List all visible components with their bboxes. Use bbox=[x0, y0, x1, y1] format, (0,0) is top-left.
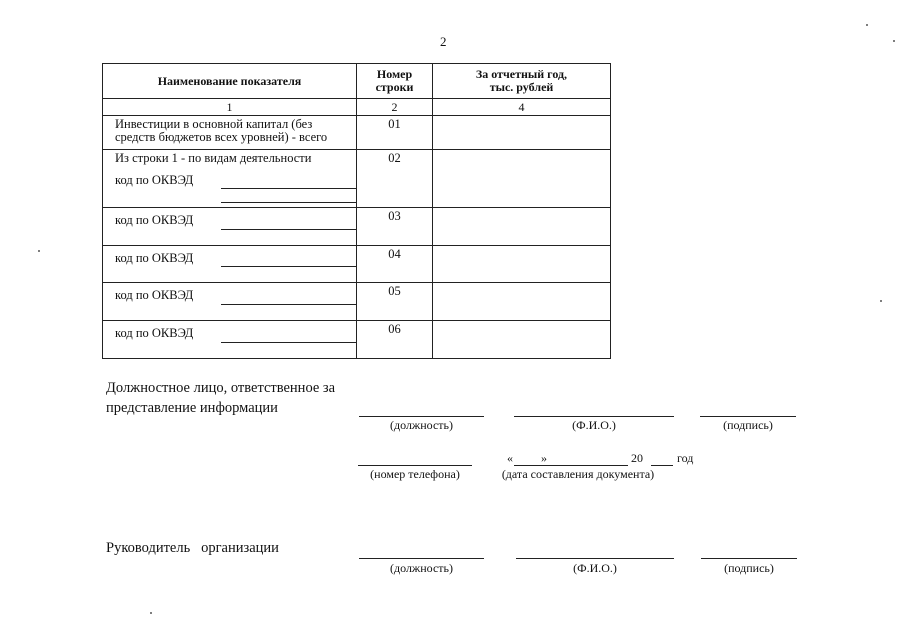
phone-field[interactable] bbox=[358, 465, 472, 466]
responsible-signature-caption: (подпись) bbox=[723, 418, 773, 432]
responsible-label-line1: Должностное лицо, ответственное за bbox=[106, 380, 336, 396]
date-year-prefix: 20 bbox=[631, 451, 643, 465]
row-02-okved-label: код по ОКВЭД bbox=[115, 173, 194, 187]
row-06-label bbox=[103, 321, 357, 359]
scan-speck bbox=[38, 250, 40, 252]
investment-table bbox=[102, 63, 611, 359]
column-number-4: 4 bbox=[433, 99, 611, 116]
responsible-name-caption: (Ф.И.О.) bbox=[572, 418, 616, 432]
row-01-value[interactable] bbox=[433, 116, 611, 150]
table-row bbox=[103, 246, 611, 283]
head-name-caption: (Ф.И.О.) bbox=[573, 561, 617, 575]
column-number-1: 1 bbox=[103, 99, 357, 116]
date-year-suffix: год bbox=[677, 451, 694, 465]
row-02-okved-line-2 bbox=[221, 202, 356, 203]
header-indicator-name-text: Наименование показателя bbox=[157, 73, 302, 88]
date-month-field[interactable] bbox=[552, 465, 628, 466]
head-position-caption: (должность) bbox=[390, 561, 453, 575]
header-reporting-year bbox=[433, 64, 611, 99]
table-row bbox=[103, 116, 611, 150]
row-03-okved-line[interactable] bbox=[221, 229, 356, 230]
head-of-organization-label: Руководитель организации bbox=[106, 540, 279, 556]
column-number-2: 2 bbox=[357, 99, 433, 116]
header-row-number-line2: строки bbox=[375, 80, 414, 94]
row-02-code: 02 bbox=[357, 150, 433, 208]
header-reporting-year-line1: За отчетный год, bbox=[475, 67, 568, 81]
row-04-code: 04 bbox=[357, 246, 433, 283]
row-06-code: 06 bbox=[357, 321, 433, 359]
head-position-field[interactable] bbox=[359, 558, 484, 559]
row-01-label-line2: средств бюджетов всех уровней) - всего bbox=[115, 130, 328, 144]
row-02-label-text: Из строки 1 - по видам деятельности bbox=[115, 151, 312, 165]
row-03-value[interactable] bbox=[433, 208, 611, 246]
row-05-okved-label: код по ОКВЭД bbox=[115, 288, 194, 302]
row-05-label bbox=[103, 283, 357, 321]
row-06-value[interactable] bbox=[433, 321, 611, 359]
table-row bbox=[103, 321, 611, 359]
responsible-person-label bbox=[106, 378, 335, 418]
date-year-field[interactable] bbox=[651, 465, 673, 466]
row-03-okved-label: код по ОКВЭД bbox=[115, 213, 194, 227]
row-05-value[interactable] bbox=[433, 283, 611, 321]
responsible-label-line2: представление информации bbox=[106, 400, 278, 416]
column-number-row bbox=[103, 99, 611, 116]
head-signature-caption: (подпись) bbox=[724, 561, 774, 575]
row-06-okved-label: код по ОКВЭД bbox=[115, 326, 194, 340]
row-05-code: 05 bbox=[357, 283, 433, 321]
header-indicator-name bbox=[103, 64, 357, 99]
page-number: 2 bbox=[440, 34, 447, 49]
scan-speck bbox=[150, 612, 152, 614]
row-02-label bbox=[103, 150, 357, 208]
row-01-label-text bbox=[103, 116, 356, 144]
row-02-value[interactable] bbox=[433, 150, 611, 208]
date-open-quote: « bbox=[507, 451, 513, 465]
row-03-label bbox=[103, 208, 357, 246]
header-row-number-line1: Номер bbox=[376, 67, 413, 81]
responsible-signature-field[interactable] bbox=[700, 416, 796, 417]
row-05-okved-line[interactable] bbox=[221, 304, 356, 305]
row-03-code: 03 bbox=[357, 208, 433, 246]
table-row bbox=[103, 208, 611, 246]
head-name-field[interactable] bbox=[516, 558, 674, 559]
row-06-okved-line[interactable] bbox=[221, 342, 356, 343]
row-01-code: 01 bbox=[357, 116, 433, 150]
row-04-value[interactable] bbox=[433, 246, 611, 283]
table-row bbox=[103, 283, 611, 321]
responsible-position-field[interactable] bbox=[359, 416, 484, 417]
table-row bbox=[103, 150, 611, 208]
scan-speck bbox=[880, 300, 882, 302]
row-04-okved-label: код по ОКВЭД bbox=[115, 251, 194, 265]
head-signature-field[interactable] bbox=[701, 558, 797, 559]
row-02-okved-line[interactable] bbox=[221, 188, 356, 189]
date-caption: (дата составления документа) bbox=[501, 467, 655, 481]
phone-caption: (номер телефона) bbox=[370, 467, 460, 481]
responsible-position-caption: (должность) bbox=[390, 418, 453, 432]
header-reporting-year-line2: тыс. рублей bbox=[489, 80, 554, 94]
row-01-label bbox=[103, 116, 357, 150]
header-row-number bbox=[357, 64, 433, 99]
table-header-row bbox=[103, 64, 611, 99]
row-04-label bbox=[103, 246, 357, 283]
row-01-label-line1: Инвестиции в основной капитал (без bbox=[115, 117, 313, 131]
row-04-okved-line[interactable] bbox=[221, 266, 356, 267]
date-close-quote: » bbox=[541, 451, 547, 465]
responsible-name-field[interactable] bbox=[514, 416, 674, 417]
scan-speck bbox=[866, 24, 868, 26]
scan-speck bbox=[893, 40, 895, 42]
